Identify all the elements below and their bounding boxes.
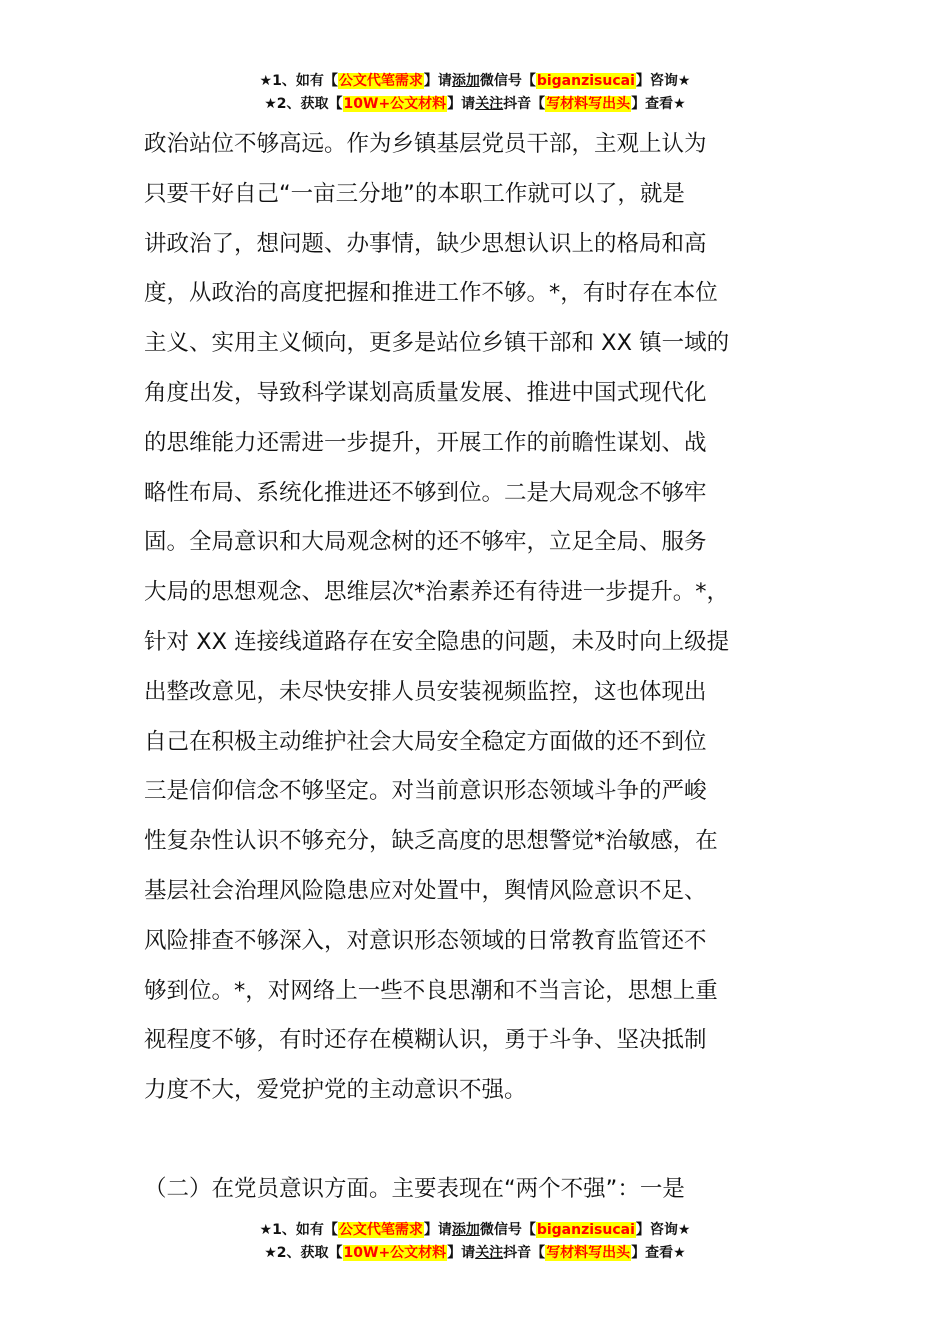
banner-highlight-douyin: 写材料写出头 [546, 1245, 631, 1261]
banner-highlight-materials: 10W+公文材料 [343, 96, 447, 112]
text-line: 三是信仰信念不够坚定。对当前意识形态领域斗争的严峻 [144, 778, 707, 805]
text-line: 政治站位不够高远。作为乡镇基层党员干部，主观上认为 [144, 131, 707, 157]
text-line: 讲政治了，想问题、办事情，缺少思想认识上的格局和高 [144, 230, 707, 257]
body-paragraph-1 [144, 120, 824, 1116]
text-line: 大局的思想观念、思维层次*治素养还有待进一步提升。*， [144, 579, 730, 606]
banner-line-2: ★2、获取【10W+公文材料】请关注抖音【写材料写出头】查看★ [264, 96, 686, 112]
banner-highlight-service: 公文代笔需求 [338, 1222, 423, 1238]
banner-line-1: ★1、如有【公文代笔需求】请添加微信号【biganzisucai】咨询★ [259, 1222, 691, 1238]
text-line: 风险排查不够深入，对意识形态领域的日常教育监管还不 [144, 927, 707, 954]
text-line: 度，从政治的高度把握和推进工作不够。*，有时存在本位 [144, 280, 718, 307]
banner-highlight-douyin: 写材料写出头 [546, 96, 631, 112]
body-paragraph-2 [144, 1165, 824, 1215]
footer-banner [0, 1219, 950, 1265]
text-line: 略性布局、系统化推进还不够到位。二是大局观念不够牢 [144, 479, 707, 506]
banner-highlight-materials: 10W+公文材料 [343, 1245, 447, 1261]
text-line: 够到位。*，对网络上一些不良思潮和不当言论，思想上重 [144, 977, 718, 1004]
text-line: 自己在积极主动维护社会大局安全稳定方面做的还不到位 [144, 728, 707, 755]
text-line: 固。全局意识和大局观念树的还不够牢，立足全局、服务 [144, 529, 707, 556]
text-line: 主义、实用主义倾向，更多是站位乡镇干部和 XX 镇一域的 [144, 330, 730, 357]
text-line: 出整改意见，未尽快安排人员安装视频监控，这也体现出 [144, 678, 707, 705]
banner-highlight-service: 公文代笔需求 [338, 73, 423, 89]
text-line: 基层社会治理风险隐患应对处置中，舆情风险意识不足、 [144, 877, 707, 904]
text-line: 只要干好自己“一亩三分地”的本职工作就可以了，就是 [144, 180, 685, 207]
text-line: 性复杂性认识不够充分，缺乏高度的思想警觉*治敏感，在 [144, 828, 718, 855]
text-line: 力度不大，爱党护党的主动意识不强。 [144, 1077, 527, 1104]
text-line: （二）在党员意识方面。主要表现在“两个不强”：一是 [144, 1176, 685, 1202]
banner-highlight-wechat: biganzisucai [536, 1222, 635, 1238]
banner-line-2: ★2、获取【10W+公文材料】请关注抖音【写材料写出头】查看★ [264, 1245, 686, 1261]
text-line: 角度出发，导致科学谋划高质量发展、推进中国式现代化 [144, 379, 707, 406]
banner-line-1: ★1、如有【公文代笔需求】请添加微信号【biganzisucai】咨询★ [259, 73, 691, 89]
text-line: 针对 XX 连接线道路存在安全隐患的问题，未及时向上级提 [144, 628, 730, 655]
text-line: 视程度不够，有时还存在模糊认识，勇于斗争、坚决抵制 [144, 1027, 707, 1054]
header-banner [0, 70, 950, 116]
text-line: 的思维能力还需进一步提升，开展工作的前瞻性谋划、战 [144, 429, 707, 456]
banner-highlight-wechat: biganzisucai [536, 73, 635, 89]
